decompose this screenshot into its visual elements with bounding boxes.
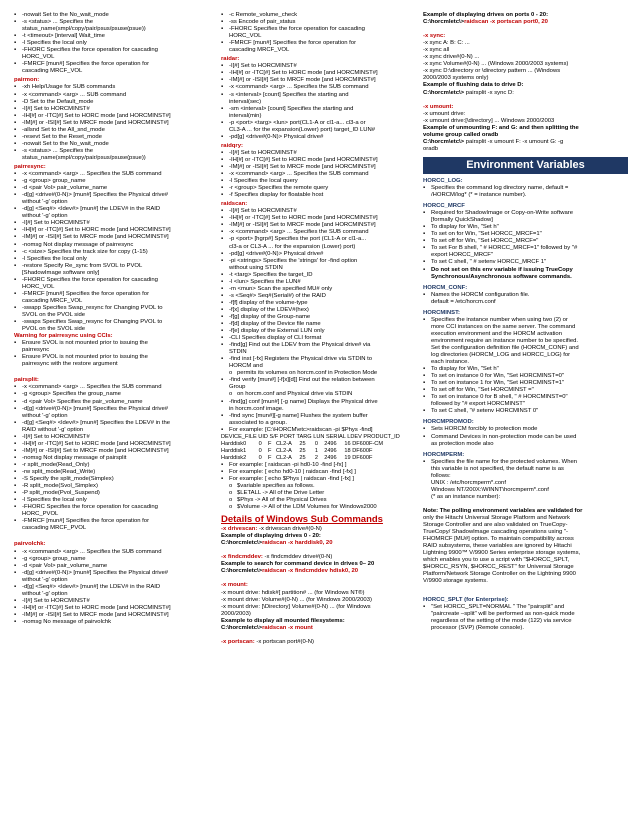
bullet-item: ▪ -rw split_mode(Read_Write)	[14, 469, 214, 476]
bullet-item: ▪ -resevt Set to the Reset_mode	[14, 134, 214, 141]
sub-bullet-item: o $variable specifies as follows.	[221, 483, 421, 490]
bullet-item: ▪ -d[g] <drive#(0-N)> [mun#] Specifies the Physical drive#	[14, 406, 214, 413]
bullet-item: ▪ -xh Help/Usage for SUB commands	[14, 84, 214, 91]
sub-bullet-item: o $Volume -> All of the LDM Volumes for Windows2000	[221, 504, 421, 511]
continuation-line: HORC_PVOL	[22, 511, 59, 518]
continuation-line: pairresync with the restore argument	[22, 361, 118, 368]
text-line: Storage Controller and are also validated on TrueCopy-	[423, 522, 568, 529]
sub-bullet-item: o on horcm.conf and Physical drive via STDIN	[221, 391, 421, 398]
command-line	[423, 139, 628, 146]
bullet-item: ▪ -nomsg No message of pairvolchk	[14, 619, 214, 626]
command-prefix: C:\horcmletc\>	[423, 19, 465, 26]
continuation-line: cascading MRCF_VOL	[22, 297, 83, 304]
bullet-item: ▪ To set off for Win, "Set HORCC_MRCF="	[423, 238, 628, 245]
spacer	[221, 575, 421, 582]
bullet-item: ▪ -g <group> group_name	[14, 178, 214, 185]
example-heading: volume group called oradb	[423, 131, 499, 138]
bullet-item: ▪ -FHORC Specifies the force operation for cascading	[14, 504, 214, 511]
continuation-line: as protection mode also	[431, 440, 494, 447]
continuation-line: interval(sec)	[229, 98, 262, 105]
bullet-item: ▪ -IH[#] or -ITC[#] Set to HORC mode [and HORCMINST#]	[14, 605, 214, 612]
continuation-line: [ShadowImage software only]	[22, 269, 100, 276]
continuation-line: [formally QuickShadow]	[431, 217, 493, 224]
example-heading: Example to search for command device in drives 0– 20	[221, 561, 375, 568]
command-text: raidscan -x portscan port0, 20	[464, 19, 548, 26]
bullet-item: ▪ Command Devices in non-protection mode can be used	[423, 434, 628, 441]
bullet-item: ▪ -d[g] <drive#(0-N)> [mun#] Specifies the Physical drive#	[14, 192, 214, 199]
bullet-item: ▪ To set For B shell, " # HORCC_MRCF=1" followed by "#	[423, 245, 628, 252]
section-heading: pairresync:	[14, 163, 46, 170]
bullet-item: ▪ Ensure SVOL is not mounted prior to issuing the	[14, 340, 214, 347]
text-line: TrueCopy/ Shadowlmage cascading operations using "-	[423, 529, 568, 536]
variable-heading: HORCC_LOG:	[423, 177, 463, 184]
continuation-line: environment require an instance number to be specified.	[431, 337, 579, 344]
bullet-item: ▪ Ensure PVOL is not mounted prior to issuing the	[14, 354, 214, 361]
text-line: -x mount drive: hdisk#[ partition# ... (for Windows NT®)	[221, 589, 365, 596]
text-line: RAID subsystems, these variables are ignored by Hitachi	[423, 543, 572, 550]
continuation-line: CL3-A ... for the expansion(Lower) port) target_ID LUN#	[229, 126, 376, 133]
bullet-item: ▪ -IH[#] or -ITC[#] Set to HORC mode [and HORCMINST#]	[14, 227, 214, 234]
bullet-item: ▪ -IH[#] or -ITC[#] Set to HORC mode [and HORCMINST#]	[221, 157, 421, 164]
command-prefix: C:\horcmletc\>	[221, 568, 263, 575]
bullet-item: ▪ -I[#] Set to HORCMINST#	[14, 598, 214, 605]
bullet-item: ▪ -f Specifies display for floatable host	[221, 192, 421, 199]
text-line: oradb	[423, 145, 439, 152]
continuation-line: Synchronous/Asynchronous software commands.	[431, 273, 572, 280]
table-row: Harddisk2 0 F CL2-A 25 2 2496 19 DF600F	[221, 454, 373, 461]
bullet-item: ▪ -d[g] <Seq#> <ldev#> [mun#] the LDEV# in the RAID	[14, 584, 214, 591]
text-line: only the Hitachi Universal Storage Platform and Network	[423, 515, 571, 522]
continuation-line: RAID without '-g' option	[22, 426, 84, 433]
bullet-item: ▪ -c Remote_volume_check	[221, 12, 421, 19]
bullet-item: ▪ -r <group> Specifies the remote query	[221, 185, 421, 192]
bullet-item: ▪ Do not set on this env variable if issuing TrueCopy	[423, 267, 628, 274]
bullet-item: ▪ -IM[#] or -ISI[#] Set to MRCF mode [and HORCMINST#]	[14, 448, 214, 455]
bullet-item: ▪ -t <timeout> [interval] Wait_time	[14, 33, 214, 40]
bullet-item: ▪ -find verify [mun#] [-f[x][d]] Find out the relation between	[221, 377, 421, 384]
bullet-item: ▪ -CLI Specifies display of CLI format	[221, 335, 421, 342]
bullet-item: ▪ -d <pair Vol> pair_volume_name	[14, 563, 214, 570]
bullet-item: ▪ To set on instance 0 for B shell, " # HORCMINST=0"	[423, 394, 628, 401]
bullet-item: ▪ To set C shell, "# setenv HORCMINST 0"	[423, 408, 628, 415]
bullet-item: ▪ -I[#] Set to HORCMINST#	[221, 63, 421, 70]
env-variables-banner: Environment Variables	[423, 157, 628, 174]
bullet-item: ▪ -pd[g] <drive#(0-N)> Physical drive#	[221, 134, 421, 141]
bullet-item: ▪ -pd[g] <drive#(0-N)> Physical drive#	[221, 251, 421, 258]
text-line: Lightning 9900™ V/9900 Series enterprise storage systems,	[423, 550, 581, 557]
section-heading: raidscan:	[221, 201, 248, 208]
continuation-line: associated to a group.	[229, 419, 287, 426]
continuation-line: without '-g' option	[22, 213, 68, 220]
bullet-item: ▪ To set on for Win, "Set HORCC_MRCF=1"	[423, 231, 628, 238]
example-heading: Example of displaying drives 0 - 20:	[221, 533, 321, 540]
bullet-item: ▪ -D Set to the Default_mode	[14, 99, 214, 106]
bullet-item: ▪ -I[#] Set to HORCMINST#	[14, 220, 214, 227]
bullet-item: ▪ -FMRCF [mun#] Specifies the force operation for	[14, 61, 214, 68]
command-text: raidscan -x harddisk0, 20	[262, 540, 333, 547]
bullet-item: ▪ -x <command> <arg> ... Specifies the SUB command	[221, 171, 421, 178]
column-left	[14, 12, 214, 626]
command-line	[221, 526, 421, 533]
command-line	[221, 554, 421, 561]
spacer	[423, 97, 628, 104]
section-heading: raidar:	[221, 56, 240, 63]
subcommand-heading: -x sync:	[423, 33, 446, 40]
table-row: Harddisk0 0 F CL2-A 25 0 2496 16 DF600F-CM	[221, 440, 383, 447]
bullet-item: ▪ -s <interval> [count] Specifies the starting and	[221, 92, 421, 99]
command-prefix: -x drivescan:	[221, 526, 258, 533]
command-text: raidscan -x mount	[262, 624, 313, 631]
variable-heading: HORCMPROMOD:	[423, 419, 474, 426]
text-line: -x mount drive: [\Directory] Volume#(0-N) ... (for Windows	[221, 603, 371, 610]
table-row: DEVICE_FILE UID S/F PORT TARG LUN SERIAL LDEV PRODUCT_ID	[221, 433, 400, 440]
command-line	[221, 625, 421, 632]
bullet-item: ▪ -d <pair Vol> Specifies the pair_volume_name	[14, 399, 214, 406]
command-line	[423, 19, 628, 26]
bullet-item: ▪ -I[#] Set to HORCMINST#	[14, 106, 214, 113]
table-row: Harddisk1 0 F CL2-A 25 1 2496 18 DF600F	[221, 447, 373, 454]
warning-heading: Warning for pairresync using CCIs:	[14, 333, 113, 340]
example-heading: Example of displaying drives on ports 0 - 20:	[423, 12, 549, 18]
bullet-item: ▪ -FHORC Specifies the force operation for cascading	[14, 277, 214, 284]
bullet-item: ▪ -l <lun> Specifies the LUN#	[221, 279, 421, 286]
bullet-item: ▪ -g <group> Specifies the group_name	[14, 391, 214, 398]
bullet-item: ▪ -m <mun> Scan the specified MU# only	[221, 286, 421, 293]
variable-heading: HORCM_CONF:	[423, 284, 468, 291]
bullet-item: ▪ -FHORC Specifies the force operation for cascading	[221, 26, 421, 33]
section-heading: raidqry:	[221, 142, 243, 149]
bullet-item: ▪ -IM[#] or -ISI[#] Set to MRCF mode [and HORCMINST#]	[221, 77, 421, 84]
bullet-item: ▪ -p <port> <targ> <lun> port(CL1-A or cl1-a... cl3-a or	[221, 120, 421, 127]
text-line: -x umount drive:	[423, 110, 466, 117]
bullet-item: ▪ -I[#] Set to HORCMINST#	[221, 208, 421, 215]
bullet-item: ▪ -x <command> <arg> ... Specifies the SUB command	[14, 549, 214, 556]
bullet-item: ▪ Names the HORCM configuration file.	[423, 292, 628, 299]
continuation-line: status_name(smpl/copy/pair/psus/psuse(psue))	[22, 26, 146, 33]
continuation-line: regardless of the setting of the mode (122) via service	[431, 617, 572, 624]
bullet-item: ▪ For example: [C:\HORCM\etc>raidscan -pi $Phys -find]	[221, 427, 421, 434]
bullet-item: ▪ -IM[#] or -ISI[#] Set to MRCF mode [and HORCMINST#]	[221, 222, 421, 229]
bullet-item: ▪ -r split_mode(Read_Only)	[14, 462, 214, 469]
bullet-item: ▪ -f[x] display of the LDEV#(hex)	[221, 307, 421, 314]
bullet-item: ▪ For example: [ echo hd0-10 | raidscan -find [-fx] ]	[221, 469, 421, 476]
details-title: Details of Windows Sub Commands	[221, 514, 383, 526]
bullet-item: ▪ -IH[#] or -ITC[#] Set to HORC mode [and HORCMINST#]	[14, 113, 214, 120]
variable-heading: HORCC_MRCF	[423, 203, 465, 210]
continuation-line: without using STDIN	[229, 264, 283, 271]
command-line	[221, 568, 421, 575]
bullet-item: ▪ -f[d] display of the Device file name	[221, 321, 421, 328]
continuation-line: status_name(smpl/copy/pair/psus/psuse(psue))	[22, 154, 146, 161]
continuation-line: pairresync	[22, 347, 50, 354]
bullet-item: ▪ -P split_mode(Pvol_Suspend)	[14, 490, 214, 497]
bullet-item: ▪ Specifies the command log directory name, default =	[423, 185, 628, 192]
continuation-line: HORC_VOL	[22, 54, 55, 61]
example-heading: Example of flushing data to drive D:	[423, 82, 524, 89]
spacer	[14, 368, 214, 375]
continuation-line: Group	[229, 384, 246, 391]
bullet-item: ▪ -x <command> <arg> ... Specifies the SUB command	[221, 84, 421, 91]
bullet-item: ▪ -IH[#] or -ITC[#] Set to HORC mode [and HORCMINST#]	[14, 441, 214, 448]
bullet-item: ▪ -IM[#] or -ISI[#] Set to MRCF mode [and HORCMINST#]	[14, 234, 214, 241]
bullet-item: ▪ "Set HORCC_SPLT=NORMAL " The "pairsplit" and	[423, 604, 628, 611]
bullet-item: ▪ -l Specifies the local query	[221, 178, 421, 185]
bullet-item: ▪ -swaps Specifies Swap_resync for Changing PVOL to	[14, 319, 214, 326]
subcommand-heading: -x umount:	[423, 103, 454, 110]
sub-bullet-item: o $Phys -> All of the Physical Drives	[221, 497, 421, 504]
text-line: -x sync Volume#(0-N) ... (Windows 2000/2003 systems)	[423, 61, 569, 68]
command-text: -x findcmddev drive#(0-N)	[262, 554, 333, 561]
spacer	[423, 501, 628, 508]
bullet-item: ▪ -g <group> group_name	[14, 556, 214, 563]
text-line: -x sync all	[423, 47, 450, 54]
continuation-line: this variable is not specified, the default name is as	[431, 465, 564, 472]
command-text: -x drivescan drive#(0-N)	[257, 526, 322, 533]
continuation-line: STDIN	[229, 349, 247, 356]
text-line: Platform/Network Storage Controller on the Lightning 9900	[423, 571, 576, 578]
variable-heading: HORCC_SPLT (for Enterprise):	[423, 596, 509, 603]
text-line: -x mount drive: Volume#(0-N) ... (for Windows 2000/2003)	[221, 596, 372, 603]
command-prefix: -x findcmddev:	[221, 554, 263, 561]
bullet-item: ▪ -FMRCF [mun#] Specifies the force operation for	[14, 518, 214, 525]
bullet-item: ▪ Sets HORCM forcibly to protection mode	[423, 426, 628, 433]
continuation-line: HORCM and	[229, 363, 263, 370]
note-line	[423, 508, 628, 515]
bullet-item: ▪ To set off for Win, "Set HORCMINST ="	[423, 387, 628, 394]
bullet-item: ▪ -IH[#] or -ITC[#] Set to HORC mode [and HORCMINST#]	[221, 70, 421, 77]
command-prefix: C:\horcmletc\>	[221, 624, 263, 631]
text-line: -x sync D:\directory or \directory pattern ... (Windows	[423, 68, 561, 75]
bullet-item: ▪ -l Specifies the local only	[14, 497, 214, 504]
command-text: raidscan -x findcmddev hdisk0, 20	[262, 568, 359, 575]
example-heading: Example to display all mounted filesystems:	[221, 617, 345, 624]
continuation-line: processor (SVP) (Remote console).	[431, 624, 524, 631]
variable-heading: HORCMINST:	[423, 309, 460, 316]
bullet-item: ▪ -t <targ> Specifies the target_ID	[221, 272, 421, 279]
bullet-item: ▪ -restore Specify Re_sync from SVOL to PVOL	[14, 263, 214, 270]
continuation-line: (* as an instance number):	[431, 493, 501, 500]
bullet-item: ▪ To set on instance 0 for Win, "Set HORCMINST=0"	[423, 373, 628, 380]
bullet-item: ▪ -x <command> <arg> ... Specifies the SUB command	[14, 171, 214, 178]
bullet-item: ▪ -find[g] conf [mun#] [-g name] Displays the Physical drive	[221, 399, 421, 406]
bullet-item: ▪ -s <status> ... Specifies the	[14, 19, 214, 26]
command-line	[221, 540, 421, 547]
bullet-item: ▪ -swapp Specifies Swap_resync for Changing PVOL to	[14, 305, 214, 312]
subcommand-heading: -x mount:	[221, 582, 248, 589]
bullet-item: ▪ -f[f] display of the volume-type	[221, 300, 421, 307]
bullet-item: ▪ -pi <strings> Specifies the 'strings' for -find option	[221, 258, 421, 265]
section-heading: pairsplit:	[14, 377, 39, 384]
continuation-line: Windows NT/200X:\WINNT\horcmperm*.conf	[431, 486, 549, 493]
bullet-item: ▪ -l Specifies the local only	[14, 256, 214, 263]
bullet-item: ▪ -f[g] display of the Group-name	[221, 314, 421, 321]
continuation-line: more CCI instances on the same server. The command	[431, 323, 576, 330]
spacer	[221, 547, 421, 554]
bullet-item: ▪ -d[g] <Seq#> <ldev#> [mun#] the LDEV# in the RAID	[14, 206, 214, 213]
bullet-item: ▪ -s <status> ... Specifies the	[14, 148, 214, 155]
column-middle	[221, 12, 421, 646]
bullet-item: ▪ -I[#] Set to HORCMINST#	[14, 434, 214, 441]
continuation-line: cascading MRCF_PVOL	[22, 525, 87, 532]
bullet-item: ▪ -ss Encode of pair_status	[221, 19, 421, 26]
command-prefix: C:\horcm\etc\>	[423, 89, 465, 96]
command-text: -x portscan port#(0-N)	[254, 638, 314, 645]
command-prefix: -x portscan:	[221, 638, 255, 645]
bullet-item: ▪ -I[#] Set to HORCMINST#	[221, 150, 421, 157]
continuation-line: "paircreate –split" will be performed as non-quick mode	[431, 610, 575, 617]
continuation-line: without '-g' option	[22, 412, 68, 419]
bullet-item: ▪ Specifies the instance number when using two (2) or	[423, 317, 628, 324]
bullet-item: ▪ -d <pair Vol> pair_volume_name	[14, 185, 214, 192]
bullet-item: ▪ -nowait Set to the No_wait_mode	[14, 141, 214, 148]
command-text: pairsplit -x umount F: -x umount G: -g	[464, 138, 564, 145]
bullet-item: ▪ -FMRCF [mun#] Specifies the force operation for	[221, 40, 421, 47]
continuation-line: execution environment and the HORCM activation	[431, 330, 562, 337]
bullet-item: ▪ -find sync [mun#][-g name] Flushes the system buffer	[221, 413, 421, 420]
continuation-line: interval(min)	[229, 112, 262, 119]
bullet-item: ▪ -c <size> Specifies the track size for copy (1-15)	[14, 249, 214, 256]
continuation-line: Set the configuration definition file (HORCM_CONF) and	[431, 344, 579, 351]
bullet-item: ▪ -x <command> <arg> ... SUB command	[14, 92, 214, 99]
spacer	[14, 532, 214, 539]
bullet-item: ▪ -R split_mode(Svol_Simplex)	[14, 483, 214, 490]
column-right	[423, 12, 628, 632]
command-prefix: C:\horcm\etc\>	[423, 138, 465, 145]
spacer	[221, 632, 421, 639]
section-heading: pairmon:	[14, 77, 40, 84]
text-line: FHOMRCF [MU#] option. To maintain compatibility across	[423, 536, 574, 543]
bullet-item: ▪ Specifies the file name for the protected volumes. When	[423, 459, 628, 466]
example-heading: Example of unmounting F: and G: and then splitting the	[423, 124, 579, 131]
command-prefix: C:\horcmletc\>	[221, 540, 263, 547]
continuation-line: cascading MRCF_VOL	[22, 68, 83, 75]
note-text: Note: The polling environment variables are validated for	[423, 508, 583, 514]
continuation-line: follows:	[431, 472, 451, 479]
spacer	[423, 26, 628, 33]
bullet-item: ▪ -find[g] Find out the LDEV from the Physical drive# via	[221, 342, 421, 349]
bullet-item: ▪ -x <command> <arg> ... Specifies the SUB command	[14, 384, 214, 391]
bullet-item: ▪ -d[g] <drive#(0-N)> [mun#] Specifies the Physical drive#	[14, 570, 214, 577]
bullet-item: ▪ -IM[#] or -ISI[#] Set to MRCF mode [and HORCMINST#]	[14, 612, 214, 619]
bullet-item: ▪ To display for Win, "Set h"	[423, 224, 628, 231]
bullet-item: ▪ -S Specify the split_mode(Simplex)	[14, 476, 214, 483]
continuation-line: followed by "# export HORCMINST"	[431, 401, 525, 408]
sub-bullet-item: o $LETALL -> All of the Drive Letter	[221, 490, 421, 497]
text-line: 2000/2003 systems only)	[423, 75, 489, 82]
continuation-line: HORC_VOL	[22, 283, 55, 290]
bullet-item: ▪ -x <command> <arg> ... Specifies the SUB command	[221, 229, 421, 236]
bullet-item: ▪ To display for Win, "Set h"	[423, 366, 628, 373]
bullet-item: ▪ -IM[#] or -ISI[#] Set to MRCF mode [and HORCMINST#]	[221, 164, 421, 171]
spacer	[423, 586, 628, 593]
bullet-item: ▪ -IH[#] or -ITC[#] Set to HORC mode [and HORCMINST#]	[221, 215, 421, 222]
continuation-line: default = /etc/horcm.conf	[431, 298, 496, 305]
bullet-item: ▪ For example: [ raidscan -pi hd0-10 -find [-fx] ]	[221, 462, 421, 469]
continuation-line: cl3-a or CL3-A ... for the expansion (Lower) port)	[229, 243, 356, 250]
continuation-line: each instance.	[431, 359, 469, 366]
bullet-item: ▪ -FMRCF [mun#] Specifies the force operation for	[14, 291, 214, 298]
command-text: pairsplit -x sync D:	[464, 89, 514, 96]
continuation-line: without '-g' option	[22, 576, 68, 583]
continuation-line: UNIX : /etc/horcmperm*.conf	[431, 479, 506, 486]
continuation-line: cascading MRCF_VOL	[229, 47, 290, 54]
continuation-line: in horcm.conf image.	[229, 405, 284, 412]
continuation-line: without '-g' option	[22, 199, 68, 206]
bullet-item: ▪ -d[g] <Seq#> <ldev#> [mun#] Specifies the LDEV# in the	[14, 420, 214, 427]
bullet-item: ▪ -IM[#] or -ISI[#] Set to MRCF mode [and HORCMINST#]	[14, 120, 214, 127]
bullet-item: ▪ -FHORC Specifies the force operation for cascading	[14, 47, 214, 54]
bullet-item: ▪ -nomsg Not display message of pairresync	[14, 242, 214, 249]
bullet-item: ▪ -allsnd Set to the All_snd_mode	[14, 127, 214, 134]
continuation-line: HORC_VOL	[229, 33, 262, 40]
continuation-line: PVOL on the SVOL side	[22, 326, 86, 333]
bullet-item: ▪ -p <port> [hgrp#] Specifies the port (CL1-A or cl1-a...	[221, 236, 421, 243]
bullet-item: ▪ For example: [ echo $Phys | raidscan -find [-fx] ]	[221, 476, 421, 483]
bullet-item: ▪ -find inst [-fx] Registers the Physical drive via STDIN to	[221, 356, 421, 363]
continuation-line: log directories (HORCM_LOG and HORCC_LOG) for	[431, 352, 571, 359]
continuation-line: SVOL on the PVOL side	[22, 311, 86, 318]
text-line: $HORCC_RSYN, $HORCC_REST" for Universal Storage	[423, 564, 574, 571]
bullet-item: ▪ To set C shell, " # setenv HORCC_MRCF 1"	[423, 259, 628, 266]
bullet-item: ▪ -nomsg Not display message of pairsplit	[14, 455, 214, 462]
text-line: which enables you to use a script with "$HORCC_SPLT,	[423, 557, 570, 564]
bullet-item: ▪ -l Specifies the local only	[14, 40, 214, 47]
text-line: -x sync A: B: C: ...	[423, 40, 470, 47]
text-line: V/9900 storage systems.	[423, 578, 488, 585]
bullet-item: ▪ To set on instance 1 for Win, "Set HORCMINST=1"	[423, 380, 628, 387]
text-line: 2000/2003)	[221, 610, 251, 617]
bullet-item: ▪ -nowait Set to the No_wait_mode	[14, 12, 214, 19]
continuation-line: without '-g' option	[22, 590, 68, 597]
bullet-item: ▪ -f[e] display of the External LUN only	[221, 328, 421, 335]
continuation-line: export HORCC_MRCF"	[431, 252, 493, 259]
bullet-item: ▪ -sm <interval> [count] Specifies the starting and	[221, 106, 421, 113]
variable-heading: HORCMPERM:	[423, 451, 465, 458]
continuation-line: /HORCM/log* (* = instance number).	[431, 192, 527, 199]
text-line: -x umount drive:[\directory] ... Windows 2000/2003	[423, 117, 555, 124]
sub-bullet-item: o permits its volumes on horcm.conf in Protection Mode	[221, 370, 421, 377]
command-line	[423, 90, 628, 97]
text-line: -x sync drive#(0-N) ...	[423, 54, 480, 61]
command-line	[221, 639, 421, 646]
bullet-item: ▪ -s <Seq#> Seq#(Serial#) of the RAID	[221, 293, 421, 300]
section-heading: pairvolchk:	[14, 541, 46, 548]
bullet-item: ▪ Required for ShadowImage or Copy-on-Write software	[423, 210, 628, 217]
